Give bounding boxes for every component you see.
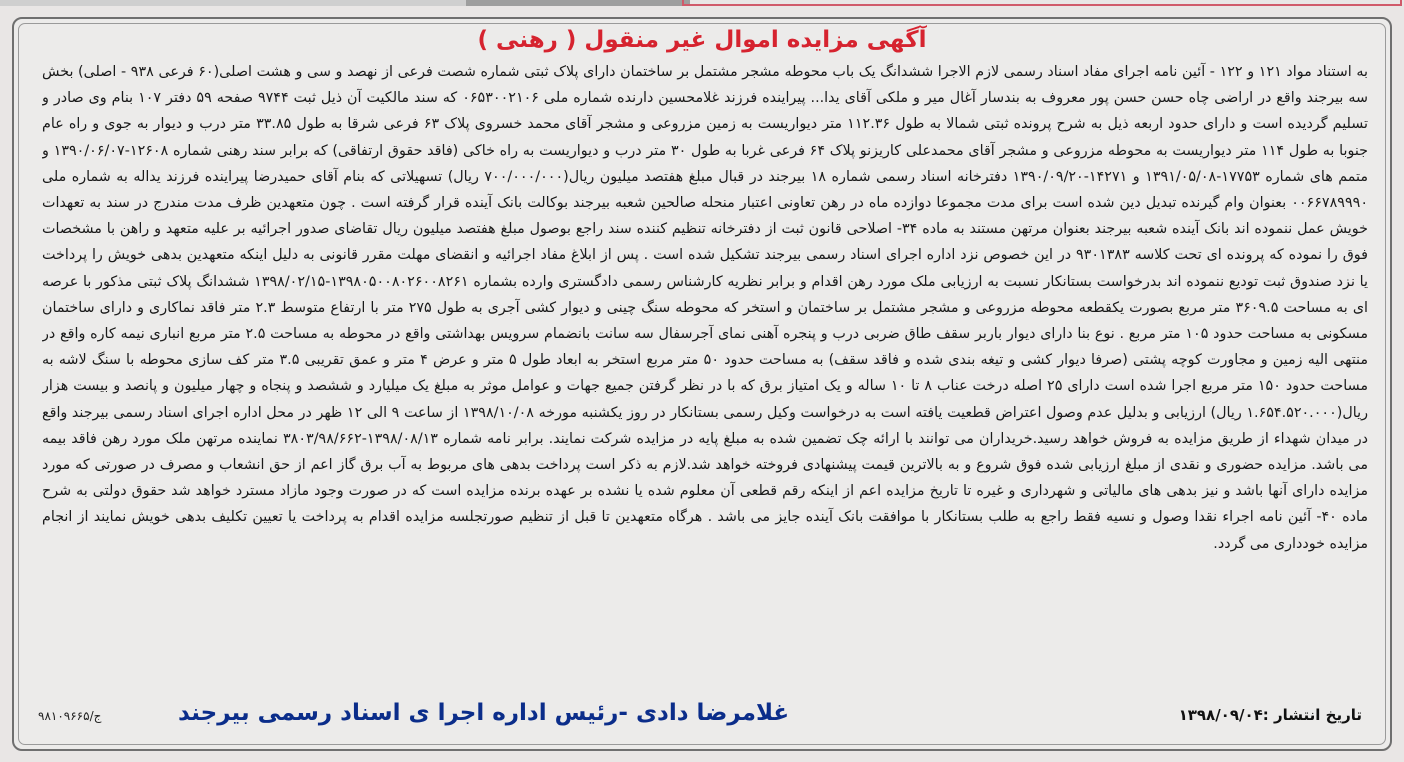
signatory: غلامرضا دادی -رئیس اداره اجرا ی اسناد رسمی بیرجند	[178, 700, 790, 726]
notice-title: آگهی مزایده اموال غیر منقول ( رهنی )	[477, 27, 927, 53]
reference-code: ج/۹۸۱۰۹۶۶۵	[38, 709, 102, 723]
publish-date: تاریخ انتشار :۱۳۹۸/۰۹/۰۴	[1178, 706, 1362, 724]
notice-body: به استناد مواد ۱۲۱ و ۱۲۲ - آئین نامه اجرای مفاد اسناد رسمی لازم الاجرا ششدانگ یک باب محوطه مشجر مشتمل بر ساختمان دارای پلاک ثبتی شماره شصت فرعی از نهصد و سی و هشت اصلی(۶۰ فرعی ۹۳۸ - اصلی) بخش سه بیرجند واقع در اراضی چاه حسن حسن پور معروف به بندسار آغال میر و ملکی آقای یدا... پیراینده فرزند غلامحسین دارنده شماره ملی ۰۶۵۳۰۰۲۱۰۶ که سند مالکیت آن ذیل ثبت ۹۷۴۴ صفحه ۵۹ دفتر ۱۰۷ بنام وی صادر و تسلیم گردیده است و دارای حدود اربعه ذیل به شرح پرونده ثبتی شمالا به طول ۱۱۲.۳۶ متر دیواریست به زمین مزروعی و مشجر آقای محمد خسروی پلاک ۶۳ فرعی شرقا به طول ۳۳.۸۵ متر درب و دیوار به جوی و راه عام جنوبا به طول ۱۱۴ متر دیواریست به محوطه مزروعی و مشجر آقای محمدعلی کاریزنو پلاک ۶۴ فرعی غربا به طول ۳۰ متر درب و دیواریست به راه خاکی (فاقد حقوق ارتفاقی) که برابر سند رهنی شماره ۱۲۶۰۸-۱۳۹۰/۰۶/۰۷ و متمم های شماره ۱۷۷۵۳-۱۳۹۱/۰۵/۰۸ و ۱۴۲۷۱-۱۳۹۰/۰۹/۲۰ دفترخانه اسناد رسمی شماره ۱۸ بیرجند در قبال مبلغ هفتصد میلیون ریال(۷۰۰/۰۰۰/۰۰۰ ریال) تسهیلاتی که بنام آقای حمیدرضا پیراینده فرزند یداله به شماره ملی ۰۰۶۶۷۸۹۹۹۰ بعنوان وام گیرنده تبدیل دین شده است برای مدت مجموعا دوازده ماه در رهن تعاونی اعتبار منحله صالحین شعبه بیرجند بوکالت بانک آینده قرار گرفته است . چون متعهدین ظرف مدت مندرج در سند به تعهدات خویش عمل ننموده اند بانک آینده شعبه بیرجند بعنوان مرتهن مستند به ماده ۳۴- اصلاحی قانون ثبت از دفترخانه تنظیم کننده سند راجع بوصول مبلغ هفتصد میلیون ریال تقاضای صدور اجرائیه بر علیه متعهد و راهن با مشخصات فوق را نموده که پرونده ای تحت کلاسه ۹۳۰۱۳۸۳ در این خصوص نزد اداره اجرای اسناد رسمی بیرجند تشکیل شده است . پس از ابلاغ مفاد اجرائیه و انقضای مهلت مقرر قانونی به دلیل اینکه متعهدین بدهی خویش را پرداخت یا نزد صندوق ثبت تودیع ننموده اند بدرخواست بستانکار نسبت به ارزیابی ملک مورد رهن اقدام و برابر نظریه کارشناس رسمی دادگستری وارده بشماره ۱۳۹۸۰۵۰۰۸۰۲۶۰۰۸۲۶۱-۱۳۹۸/۰۲/۱۵ ششدانگ پلاک ثبتی مذکور با عرصه ای به مساحت ۳۶۰۹.۵ متر مربع بصورت یکقطعه محوطه مزروعی و مشجر مشتمل بر ساختمان و استخر که محوطه سنگ چینی و دیوار کشی آجری به طول ۲۷۵ متر با ارتفاع متوسط ۲.۳ متر فاقد نماکاری و دارای ساختمان مسکونی به مساحت حدود ۱۰۵ متر مربع . نوع بنا دارای دیوار باربر سقف طاق ضربی درب و پنجره آهنی نمای آجرسفال سه سانت بانضمام سرویس بهداشتی واقع در محوطه به مساحت ۲.۵ متر مربع انباری نیمه کاره واقع در منتهی الیه زمین و مجاورت کوچه پشتی (صرفا دیوار کشی و تیغه بندی شده و فاقد سقف) به مساحت حدود ۵۰ متر مربع استخر به ابعاد طول ۵ متر و عرض ۴ متر و عمق تقریبی ۳.۵ متر کف سازی محوطه با سنگ لاشه به مساحت حدود ۱۵۰ متر مربع اجرا شده است دارای ۲۵ اصله درخت عناب ۸ تا ۱۰ ساله و یک امتیاز برق که با در نظر گرفتن جمیع جهات و عوامل موثر به مبلغ یک میلیارد و ششصد و پنجاه و چهار میلیون و پانصد و بیست هزار ریال(۱.۶۵۴.۵۲۰.۰۰۰ ریال) ارزیابی و بدلیل عدم وصول اعتراض قطعیت یافته است به درخواست وکیل رسمی بستانکار در روز یکشنبه مورخه ۱۳۹۸/۱۰/۰۸ از ساعت ۹ الی ۱۲ ظهر در محل اداره اجرای اسناد رسمی بیرجند واقع در میدان شهداء از طریق مزایده به فروش خواهد رسید.خریداران می توانند با ارائه چک تضمین شده به مبلغ پایه در مزایده شرکت نمایند. برابر نامه شماره ۱۳۹۸/۰۸/۱۳-۳۸۰۳/۹۸/۶۶۲ نماینده مرتهن ملک مورد رهن فاقد بیمه می باشد. مزایده حضوری و نقدی از مبلغ ارزیابی شده فوق شروع و به بالاترین قیمت پیشنهادی فروخته خواهد شد.لازم به ذکر است پرداخت بدهی های مربوط به آب برق گاز اعم از حق انشعاب و مصرف در صورتی که مورد مزایده دارای آنها باشد و نیز بدهی های مالیاتی و شهرداری و غیره تا تاریخ مزایده اعم از اینکه رقم قطعی آن معلوم شده یا نشده بر عهده برنده مزایده است که در صورت وجود مازاد مسترد خواهد شد حقوق دولتی به شرح ماده ۴۰- آئین نامه اجراء نقدا وصول و نسیه فقط راجع به طلب بستانکار با موافقت بانک آینده جایز می باشد . هرگاه متعهدین تا قبل از تنظیم صورتجلسه مزایده اقدام به پرداخت یا تعیین تکلیف بدهی خویش نمایند از انجام مزایده خودداری می گردد.	[42, 64, 1368, 552]
top-strip-middle	[466, 0, 690, 6]
notice-frame	[12, 17, 1392, 751]
top-strip-right	[682, 0, 1402, 6]
top-strip-left	[0, 0, 466, 6]
